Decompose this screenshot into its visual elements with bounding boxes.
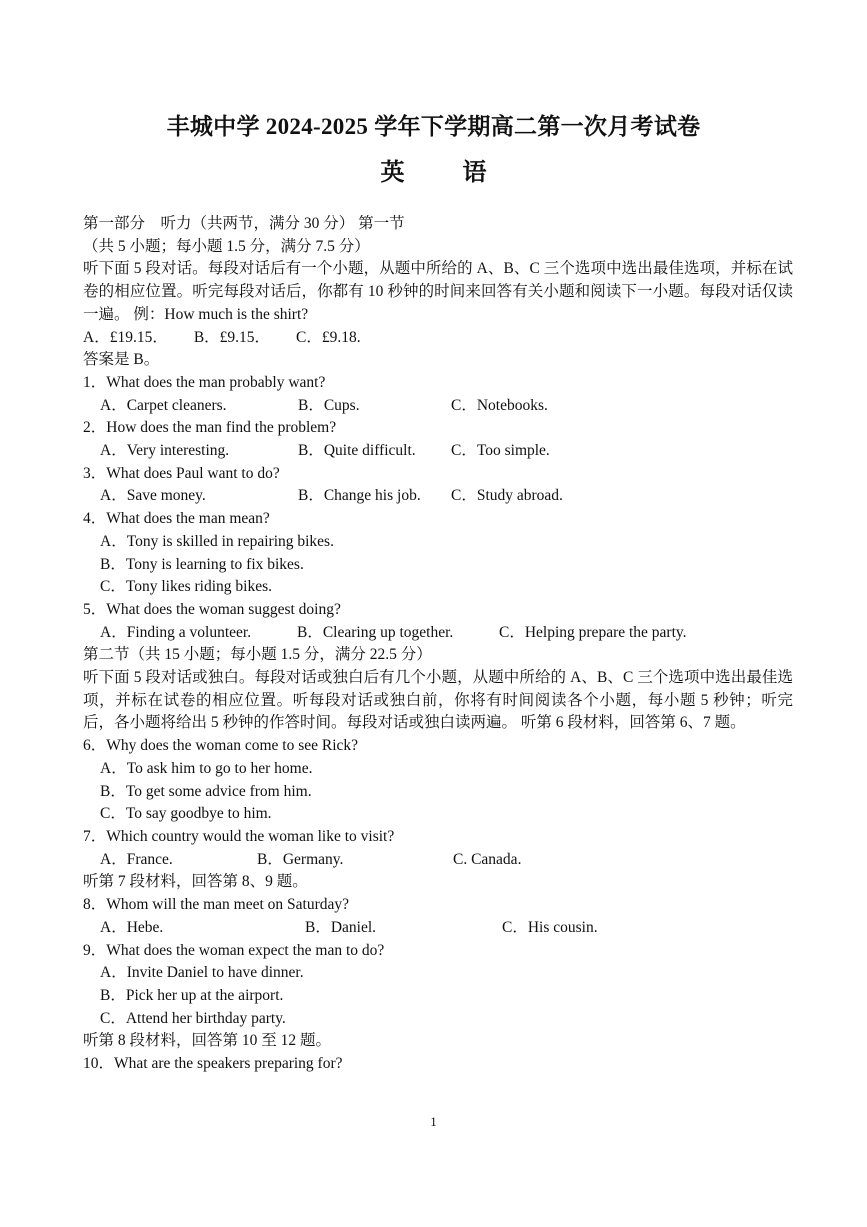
question-6-stem: 6．Why does the woman come to see Rick? — [83, 737, 359, 755]
option-c: C．Notebooks. — [451, 396, 548, 414]
option-b: B．Pick her up at the airport. — [100, 986, 284, 1004]
question-2-options — [83, 440, 793, 463]
question-1-options — [83, 395, 793, 418]
question-5-options — [83, 622, 793, 645]
option-c: C．Attend her birthday party. — [100, 1009, 286, 1027]
option-c: C．To say goodbye to him. — [100, 805, 272, 823]
question-4-stem: 4．What does the man mean? — [83, 510, 270, 528]
part2-instructions: 听下面 5 段对话或独白。每段对话或独白后有几个小题，从题中所给的 A、B、C 三个选项中选出最佳选项，并标在试卷的相应位置。听每段对话或独白前，你将有时间阅读各个小题，每小题 5 秒钟；听完后，各小题将给出 5 秒钟的作答时间。每段对话或独白读两遍。 听第 6 段材料，回答第 6、7 题。 — [83, 669, 793, 732]
exam-title: 丰城中学 2024-2025 学年下学期高二第一次月考试卷 — [166, 114, 701, 139]
example-option-a: A．£19.15． — [83, 328, 168, 346]
option-a: A．Invite Daniel to have dinner. — [100, 964, 304, 982]
question-9-stem: 9．What does the woman expect the man to do? — [83, 941, 385, 959]
option-a: A．France. — [100, 850, 173, 868]
part2-heading: 第二节（共 15 小题；每小题 1.5 分，满分 22.5 分） — [83, 646, 432, 664]
material-8-heading: 听第 8 段材料，回答第 10 至 12 题。 — [83, 1032, 332, 1050]
option-c: C．Study abroad. — [451, 487, 563, 505]
option-b: B．Clearing up together. — [297, 623, 454, 641]
exam-body — [83, 213, 793, 1076]
question-3-stem: 3．What does Paul want to do? — [83, 464, 280, 482]
question-5-stem: 5．What does the woman suggest doing? — [83, 600, 341, 618]
example-option-b: B．£9.15． — [193, 328, 271, 346]
option-c: C．His cousin. — [502, 918, 598, 936]
option-c: C. Canada. — [453, 850, 522, 868]
question-10-stem: 10．What are the speakers preparing for? — [83, 1055, 343, 1073]
option-b: B．Germany. — [257, 850, 344, 868]
option-c: C．Helping prepare the party. — [499, 623, 687, 641]
option-b: B．Change his job. — [298, 487, 421, 505]
part1-instructions: 听下面 5 段对话。每段对话后有一个小题，从题中所给的 A、B、C 三个选项中选出最佳选项，并标在试卷的相应位置。听完每段对话后，你都有 10 秒钟的时间来回答有关小题和阅读下一小题。每段对话仅读一遍。 例：How much is the shirt? — [83, 260, 793, 323]
option-a: A．Finding a volunteer. — [100, 623, 252, 641]
option-a: A．Very interesting. — [100, 442, 230, 460]
option-a: A．To ask him to go to her home. — [100, 759, 313, 777]
question-1-stem: 1．What does the man probably want? — [83, 373, 326, 391]
subject-title: 英 语 — [380, 160, 513, 186]
example-answer: 答案是 B。 — [83, 351, 160, 369]
question-2-stem: 2．How does the man find the problem? — [83, 419, 337, 437]
option-b: B．Quite difficult. — [298, 442, 416, 460]
option-c: C．Tony likes riding bikes. — [100, 578, 272, 596]
question-8-options — [83, 917, 793, 940]
question-3-options — [83, 485, 793, 508]
question-7-stem: 7．Which country would the woman like to visit? — [83, 827, 395, 845]
example-option-c: C．£9.18. — [296, 328, 361, 346]
part1-heading: 第一部分 听力（共两节，满分 30 分） 第一节 — [83, 215, 405, 232]
material-7-heading: 听第 7 段材料，回答第 8、9 题。 — [83, 873, 308, 891]
section1-score: （共 5 小题；每小题 1.5 分，满分 7.5 分） — [83, 237, 370, 255]
option-a: A．Carpet cleaners. — [100, 396, 227, 414]
option-a: A．Tony is skilled in repairing bikes. — [100, 532, 334, 550]
example-options — [83, 327, 793, 350]
option-b: B．To get some advice from him. — [100, 782, 312, 800]
option-a: A．Save money. — [100, 487, 206, 505]
option-c: C．Too simple. — [451, 442, 550, 460]
option-a: A．Hebe. — [100, 918, 164, 936]
option-b: B．Cups. — [298, 396, 360, 414]
option-b: B．Tony is learning to fix bikes. — [100, 555, 304, 573]
page-number: 1 — [430, 1114, 437, 1129]
question-7-options — [83, 849, 793, 872]
option-b: B．Daniel. — [305, 918, 377, 936]
question-8-stem: 8．Whom will the man meet on Saturday? — [83, 896, 350, 914]
